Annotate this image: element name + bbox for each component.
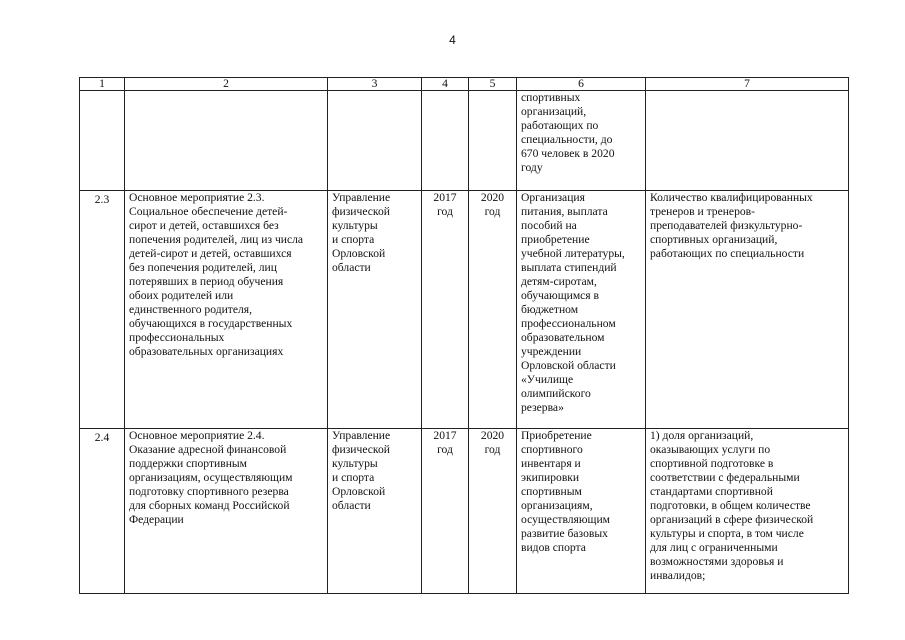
start-year-cell: 2017 год [422, 429, 469, 594]
executor-cell: Управление физической культуры и спорта Орловской области [328, 191, 422, 429]
column-header: 4 [422, 78, 469, 91]
measure-cell [125, 91, 328, 191]
result-cell: Приобретение спортивного инвентаря и экипировки спортивным организациям, осуществляющим развитие базовых видов спорта [517, 429, 646, 594]
end-year-cell [469, 91, 517, 191]
result-cell: Организация питания, выплата пособий на приобретение учебной литературы, выплата стипендий детям-сиротам, обучающимся в бюджетном профессиональном образовательном учреждении Орловской области «Училище олимпийского резерва» [517, 191, 646, 429]
measure-cell: Основное мероприятие 2.3. Социальное обеспечение детей- сирот и детей, оставшихся без попечения родителей, лиц из числа детей-сирот и детей, оставшихся без попечения родителей, лиц потерявших в период обучения обоих родителей или единственного родителя, обучающихся в государственных профессиональных образовательных организациях [125, 191, 328, 429]
column-header: 7 [646, 78, 849, 91]
indicator-cell: 1) доля организаций, оказывающих услуги по спортивной подготовке в соответствии с федеральными стандартами спортивной подготовки, в общем количестве организаций в сфере физической культуры и спорта, в том числе для лиц с ограниченными возможностями здоровья и инвалидов; [646, 429, 849, 594]
column-header: 2 [125, 78, 328, 91]
start-year-cell [422, 91, 469, 191]
table-row [80, 91, 849, 191]
program-measures-table [79, 77, 849, 594]
row-number-cell [80, 91, 125, 191]
end-year-cell: 2020 год [469, 429, 517, 594]
column-header: 1 [80, 78, 125, 91]
start-year-cell: 2017 год [422, 191, 469, 429]
page-number: 4 [449, 33, 456, 47]
column-header: 3 [328, 78, 422, 91]
indicator-cell [646, 91, 849, 191]
executor-cell: Управление физической культуры и спорта Орловской области [328, 429, 422, 594]
executor-cell [328, 91, 422, 191]
column-header: 5 [469, 78, 517, 91]
table-header-row [80, 78, 849, 91]
end-year-cell: 2020 год [469, 191, 517, 429]
indicator-cell: Количество квалифицированных тренеров и тренеров- преподавателей физкультурно- спортивных организаций, работающих по специальности [646, 191, 849, 429]
measure-cell: Основное мероприятие 2.4. Оказание адресной финансовой поддержки спортивным организациям, осуществляющим подготовку спортивного резерва для сборных команд Российской Федерации [125, 429, 328, 594]
row-number-cell: 2.3 [80, 191, 125, 429]
row-number-cell: 2.4 [80, 429, 125, 594]
result-cell: спортивных организаций, работающих по специальности, до 670 человек в 2020 году [517, 91, 646, 191]
table-row [80, 191, 849, 429]
column-header: 6 [517, 78, 646, 91]
table-row [80, 429, 849, 594]
